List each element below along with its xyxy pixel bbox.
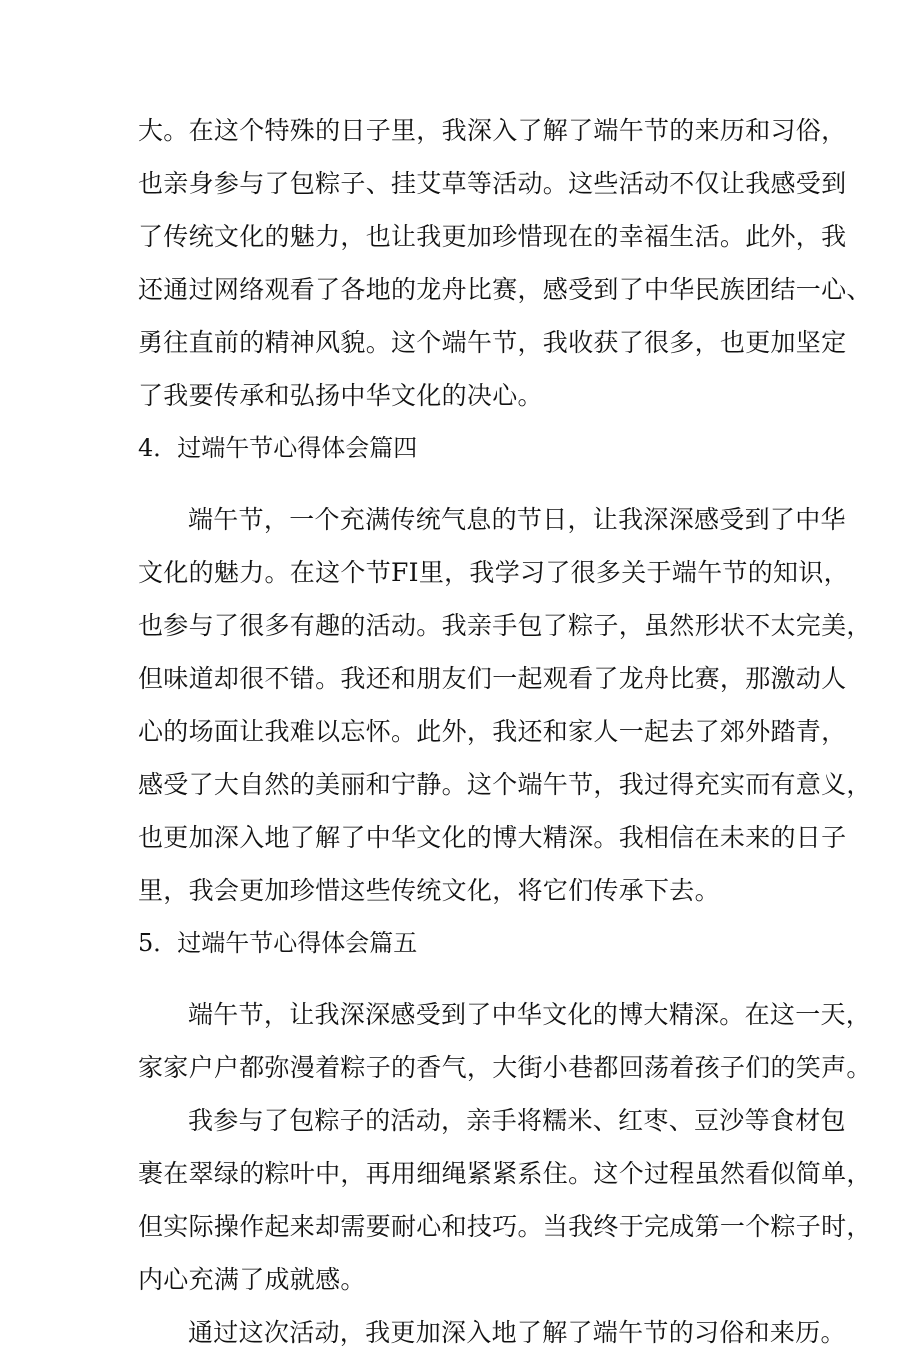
text-line: 裹在翠绿的粽叶中，再用细绳紧紧系住。这个过程虽然看似简单， — [138, 1159, 872, 1188]
paragraph-4 — [138, 1094, 872, 1306]
section-heading-4: 4．过端午节心得体会篇四 — [138, 434, 418, 462]
text-line: 家家户户都弥漫着粽子的香气，大街小巷都回荡着孩子们的笑声。 — [138, 1053, 872, 1082]
paragraph-2 — [138, 493, 872, 917]
text-line: 感受了大自然的美丽和宁静。这个端午节，我过得充实而有意义， — [138, 770, 872, 799]
paragraph-5 — [138, 1306, 846, 1359]
text-line: 但味道却很不错。我还和朋友们一起观看了龙舟比赛，那激动人 — [138, 664, 847, 693]
text-line: 端午节，让我深深感受到了中华文化的博大精深。在这一天， — [188, 1000, 872, 1029]
document-body — [138, 104, 872, 1359]
text-line: 通过这次活动，我更加深入地了解了端午节的习俗和来历。 — [188, 1318, 846, 1347]
text-line: 里，我会更加珍惜这些传统文化，将它们传承下去。 — [138, 876, 720, 905]
text-line: 大。在这个特殊的日子里，我深入了解了端午节的来历和习俗， — [138, 116, 847, 145]
text-line: 也亲身参与了包粽子、挂艾草等活动。这些活动不仅让我感受到 — [138, 169, 847, 198]
text-line: 心的场面让我难以忘怀。此外，我还和家人一起去了郊外踏青， — [138, 717, 847, 746]
spacer — [138, 970, 800, 988]
text-line: 了传统文化的魅力，也让我更加珍惜现在的幸福生活。此外，我 — [138, 222, 847, 251]
paragraph-3 — [138, 988, 872, 1094]
text-line: 也更加深入地了解了中华文化的博大精深。我相信在未来的日子 — [138, 823, 847, 852]
text-line: 了我要传承和弘扬中华文化的决心。 — [138, 381, 543, 410]
text-line: 勇往直前的精神风貌。这个端午节，我收获了很多，也更加坚定 — [138, 328, 847, 357]
spacer — [138, 475, 800, 493]
text-line: 也参与了很多有趣的活动。我亲手包了粽子，虽然形状不太完美， — [138, 611, 872, 640]
text-line: 还通过网络观看了各地的龙舟比赛，感受到了中华民族团结一心、 — [138, 275, 872, 304]
text-line: 端午节，一个充满传统气息的节日，让我深深感受到了中华 — [188, 505, 846, 534]
text-line: 但实际操作起来却需要耐心和技巧。当我终于完成第一个粽子时， — [138, 1212, 872, 1241]
text-line: 文化的魅力。在这个节FI里，我学习了很多关于端午节的知识， — [138, 558, 849, 587]
text-line: 我参与了包粽子的活动，亲手将糯米、红枣、豆沙等食材包 — [188, 1106, 846, 1135]
section-heading-5: 5．过端午节心得体会篇五 — [138, 929, 418, 957]
text-line: 内心充满了成就感。 — [138, 1265, 366, 1294]
paragraph-1 — [138, 104, 872, 422]
